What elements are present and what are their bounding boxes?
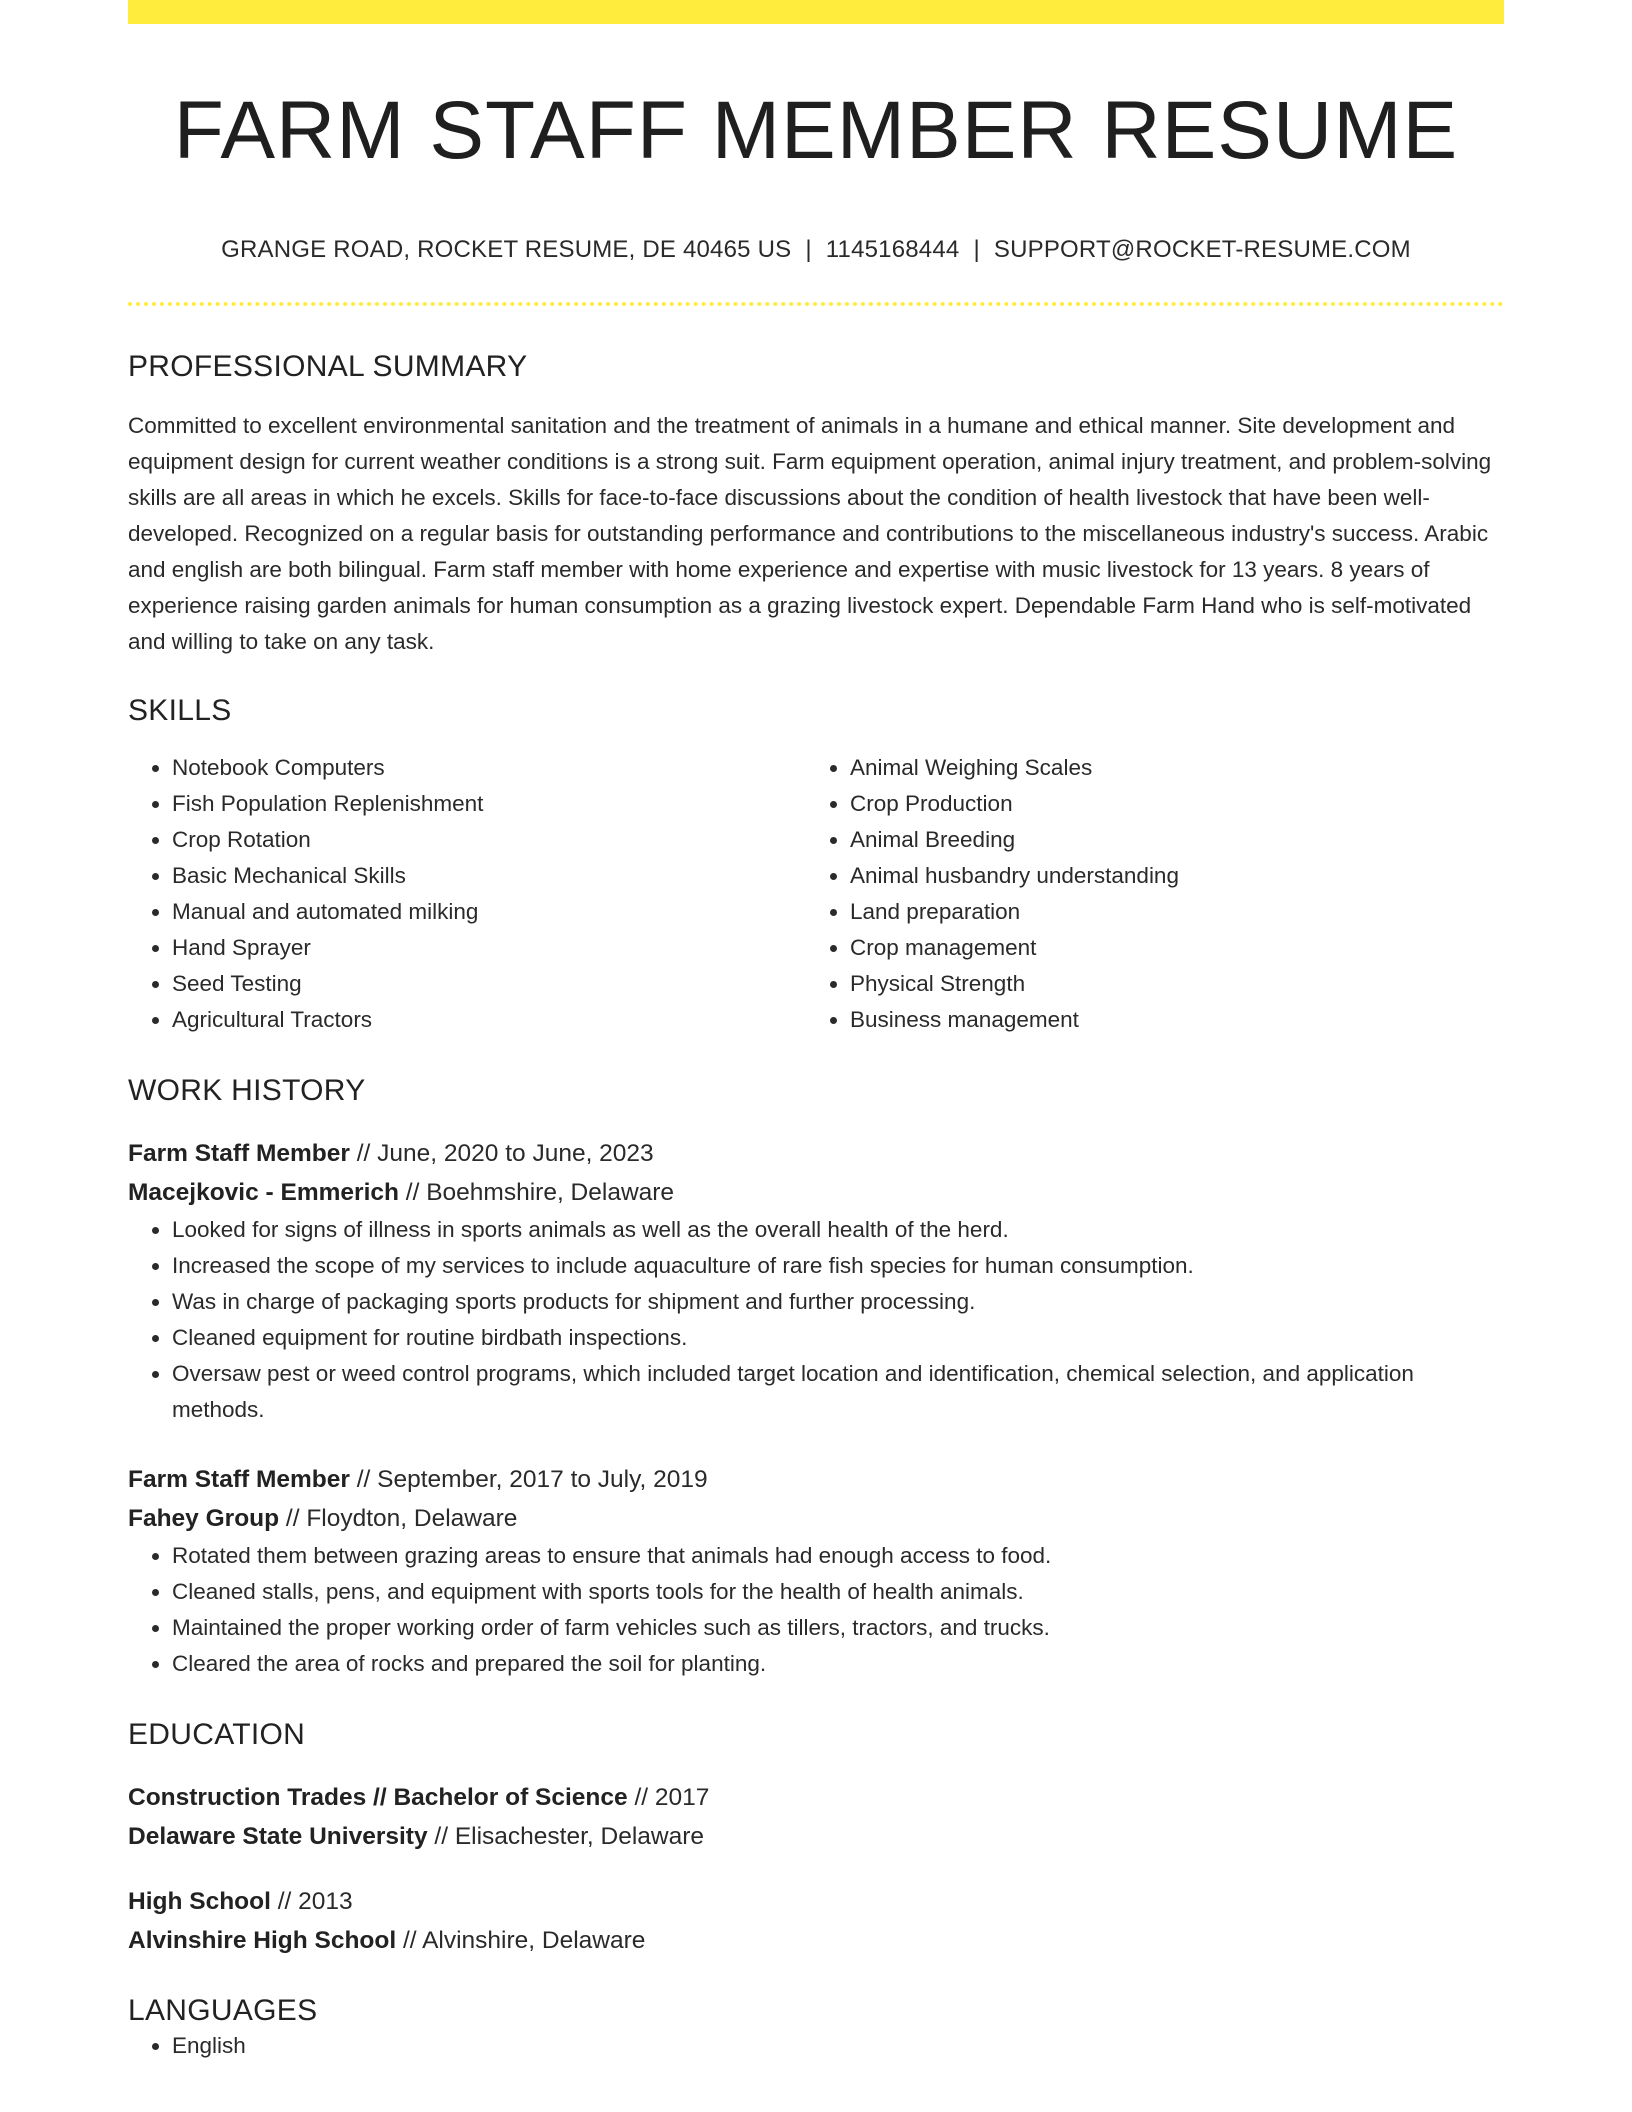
job-company: Macejkovic - Emmerich bbox=[128, 1179, 399, 1207]
skill-item: • Land preparation bbox=[850, 894, 1484, 930]
contact-address: GRANGE ROAD, ROCKET RESUME, DE 40465 US bbox=[221, 236, 792, 264]
job-company-line bbox=[128, 1173, 1504, 1212]
education-school: Alvinshire High School bbox=[128, 1927, 397, 1955]
job-location: // Boehmshire, Delaware bbox=[398, 1179, 675, 1207]
education-school-line bbox=[128, 1817, 1504, 1856]
job-title: Farm Staff Member bbox=[128, 1466, 350, 1494]
skill-item: • Crop Rotation bbox=[172, 822, 806, 858]
skill-item: • Hand Sprayer bbox=[172, 930, 806, 966]
education-heading: EDUCATION bbox=[128, 1718, 306, 1752]
skill-item: • Animal husbandry understanding bbox=[850, 858, 1484, 894]
education-school-line bbox=[128, 1921, 1504, 1960]
skill-item: • Animal Breeding bbox=[850, 822, 1484, 858]
job-bullet: • Cleared the area of rocks and prepared the soil for planting. bbox=[172, 1646, 1504, 1682]
job-bullet: • Rotated them between grazing areas to ensure that animals had enough access to food. bbox=[172, 1538, 1504, 1574]
education-degree-line bbox=[128, 1778, 1504, 1817]
job-title-line bbox=[128, 1134, 1504, 1173]
language-item: • English bbox=[172, 2028, 1504, 2064]
job-entry bbox=[128, 1134, 1504, 1428]
skill-item: • Fish Population Replenishment bbox=[172, 786, 806, 822]
job-title-line bbox=[128, 1460, 1504, 1499]
skills-heading: SKILLS bbox=[128, 694, 232, 728]
job-bullet-list bbox=[128, 1538, 1504, 1682]
job-bullet: • Cleaned stalls, pens, and equipment with sports tools for the health of health animals. bbox=[172, 1574, 1504, 1610]
contact-separator: | bbox=[973, 236, 980, 264]
education-degree-line bbox=[128, 1882, 1504, 1921]
education-entry bbox=[128, 1778, 1504, 1856]
job-entry bbox=[128, 1460, 1504, 1682]
job-bullet: • Looked for signs of illness in sports animals as well as the overall health of the herd. bbox=[172, 1212, 1504, 1248]
resume-title: FARM STAFF MEMBER RESUME bbox=[173, 85, 1459, 176]
contact-phone: 1145168444 bbox=[825, 236, 960, 264]
job-title: Farm Staff Member bbox=[128, 1140, 350, 1168]
job-company-line bbox=[128, 1499, 1504, 1538]
skill-item: • Physical Strength bbox=[850, 966, 1484, 1002]
education-entry bbox=[128, 1882, 1504, 1960]
skills-list-right bbox=[806, 750, 1484, 1038]
job-bullet-list bbox=[128, 1212, 1504, 1428]
skill-item: • Basic Mechanical Skills bbox=[172, 858, 806, 894]
skills-list-left bbox=[128, 750, 806, 1038]
work-history-heading: WORK HISTORY bbox=[128, 1074, 366, 1108]
job-bullet: • Maintained the proper working order of farm vehicles such as tillers, tractors, and trucks. bbox=[172, 1610, 1504, 1646]
job-bullet: • Was in charge of packaging sports products for shipment and further processing. bbox=[172, 1284, 1504, 1320]
dotted-divider bbox=[128, 302, 1504, 306]
skill-item: • Seed Testing bbox=[172, 966, 806, 1002]
job-bullet: • Increased the scope of my services to include aquaculture of rare fish species for human consumption. bbox=[172, 1248, 1504, 1284]
resume-page bbox=[128, 0, 1504, 2064]
skill-item: • Crop Production bbox=[850, 786, 1484, 822]
summary-text: Committed to excellent environmental sanitation and the treatment of animals in a humane and ethical manner. Site development and equipment design for current weather conditions is a strong suit. Farm equipment operation, animal injury treatment, and problem-solving skills are all areas in which he excels. Skills for face-to-face discussions about the condition of health livestock that have been well-developed. Recognized on a regular basis for outstanding performance and contributions to the miscellaneous industry's success. Arabic and english are both bilingual. Farm staff member with home experience and expertise with music livestock for 13 years. 8 years of experience raising garden animals for human consumption as a grazing livestock expert. Dependable Farm Hand who is self-motivated and willing to take on any task. bbox=[128, 413, 1492, 655]
job-dates: // September, 2017 to July, 2019 bbox=[349, 1466, 708, 1494]
job-dates: // June, 2020 to June, 2023 bbox=[349, 1140, 654, 1168]
contact-separator: | bbox=[805, 236, 812, 264]
summary-heading: PROFESSIONAL SUMMARY bbox=[128, 350, 528, 384]
job-company: Fahey Group bbox=[128, 1505, 280, 1533]
skill-item: • Crop management bbox=[850, 930, 1484, 966]
accent-top-bar bbox=[128, 0, 1504, 24]
job-location: // Floydton, Delaware bbox=[279, 1505, 518, 1533]
contact-line bbox=[128, 236, 1504, 264]
languages-heading: LANGUAGES bbox=[128, 1994, 318, 2028]
education-location: // Alvinshire, Delaware bbox=[396, 1927, 646, 1955]
languages-list bbox=[128, 2028, 1504, 2064]
education-school: Delaware State University bbox=[128, 1823, 428, 1851]
skill-item: • Notebook Computers bbox=[172, 750, 806, 786]
contact-email: SUPPORT@ROCKET-RESUME.COM bbox=[993, 236, 1411, 264]
skill-item: • Agricultural Tractors bbox=[172, 1002, 806, 1038]
job-bullet: • Oversaw pest or weed control programs, which included target location and identification, chemical selection, and application methods. bbox=[172, 1356, 1504, 1428]
skills-columns bbox=[128, 750, 1504, 1038]
education-year: // 2017 bbox=[627, 1784, 710, 1812]
education-degree: High School bbox=[128, 1888, 271, 1916]
skill-item: • Manual and automated milking bbox=[172, 894, 806, 930]
skill-item: • Business management bbox=[850, 1002, 1484, 1038]
education-degree: Construction Trades // Bachelor of Science bbox=[128, 1784, 628, 1812]
education-year: // 2013 bbox=[270, 1888, 353, 1916]
job-bullet: • Cleaned equipment for routine birdbath inspections. bbox=[172, 1320, 1504, 1356]
education-location: // Elisachester, Delaware bbox=[427, 1823, 705, 1851]
skill-item: • Animal Weighing Scales bbox=[850, 750, 1484, 786]
